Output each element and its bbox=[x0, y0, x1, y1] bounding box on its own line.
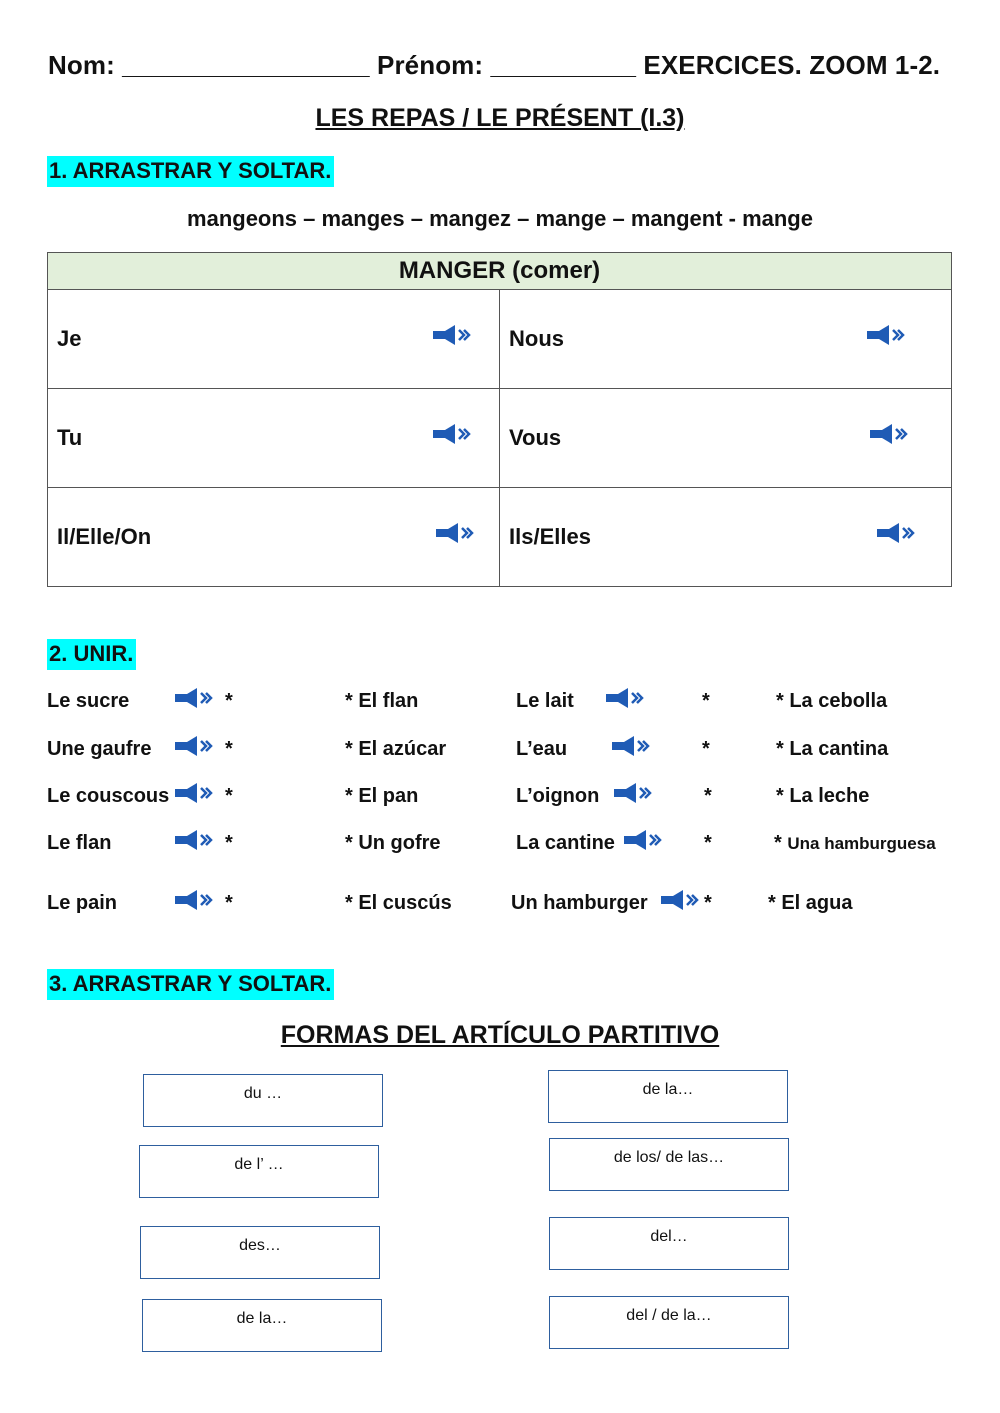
match-dot[interactable]: * bbox=[225, 738, 233, 760]
speaker-icon[interactable] bbox=[174, 782, 214, 804]
match-right-item[interactable]: * La cebolla bbox=[776, 690, 888, 712]
pronoun-label: Nous bbox=[509, 326, 564, 351]
speaker-icon[interactable] bbox=[174, 735, 214, 757]
match-dot: * bbox=[774, 832, 782, 854]
speaker-icon[interactable] bbox=[432, 423, 472, 445]
speaker-icon[interactable] bbox=[174, 889, 214, 911]
match-left-item: Une gaufre bbox=[47, 738, 152, 760]
match-dot[interactable]: * bbox=[225, 892, 233, 914]
drop-box-label: des… bbox=[239, 1237, 281, 1254]
drop-box-label: de la… bbox=[236, 1310, 288, 1327]
speaker-icon[interactable] bbox=[660, 889, 700, 911]
match-left-item: Le flan bbox=[47, 832, 112, 854]
section-2-label: 2. UNIR. bbox=[47, 639, 136, 670]
drop-cell-nous[interactable] bbox=[500, 290, 952, 389]
speaker-icon[interactable] bbox=[611, 735, 651, 757]
match-left-item: L’eau bbox=[516, 738, 568, 760]
drop-box[interactable] bbox=[548, 1070, 788, 1123]
drop-box[interactable] bbox=[143, 1074, 383, 1127]
speaker-icon[interactable] bbox=[435, 522, 475, 544]
page-title: LES REPAS / LE PRÉSENT (I.3) bbox=[315, 104, 685, 132]
pronoun-label: Je bbox=[57, 326, 82, 351]
match-left-item: Un hamburger bbox=[511, 892, 648, 914]
match-dot[interactable]: * bbox=[225, 785, 233, 807]
speaker-icon[interactable] bbox=[605, 687, 645, 709]
conjugation-table bbox=[47, 252, 952, 587]
match-right-item[interactable]: * Un gofre bbox=[345, 832, 441, 854]
match-left-item: Le couscous bbox=[47, 785, 170, 807]
section-3-label: 3. ARRASTRAR Y SOLTAR. bbox=[47, 969, 334, 1000]
match-right-item[interactable]: * El cuscús bbox=[345, 892, 452, 914]
match-right-label: Una hamburguesa bbox=[787, 834, 936, 853]
speaker-icon[interactable] bbox=[174, 829, 214, 851]
drop-cell-il[interactable] bbox=[48, 488, 500, 587]
drop-box[interactable] bbox=[140, 1226, 380, 1279]
table-heading: MANGER (comer) bbox=[48, 253, 952, 290]
drop-box-label: du … bbox=[243, 1085, 283, 1102]
match-right-item[interactable]: * El pan bbox=[345, 785, 419, 807]
drop-box-label: de l’ … bbox=[234, 1156, 284, 1173]
pronoun-label: Vous bbox=[509, 425, 562, 450]
drop-cell-ils[interactable] bbox=[500, 488, 952, 587]
match-left-item: La cantine bbox=[516, 832, 615, 854]
match-right-item[interactable] bbox=[774, 832, 936, 855]
match-dot[interactable]: * bbox=[704, 892, 712, 914]
match-right-item[interactable]: * El azúcar bbox=[345, 738, 447, 760]
match-dot[interactable]: * bbox=[702, 738, 710, 760]
match-dot[interactable]: * bbox=[704, 785, 712, 807]
drop-box-label: del / de la… bbox=[626, 1307, 712, 1324]
speaker-icon[interactable] bbox=[174, 687, 214, 709]
drop-box[interactable] bbox=[549, 1217, 789, 1270]
match-right-item[interactable]: * El flan bbox=[345, 690, 419, 712]
match-dot[interactable]: * bbox=[225, 832, 233, 854]
match-left-item: Le sucre bbox=[47, 690, 130, 712]
speaker-icon[interactable] bbox=[623, 829, 663, 851]
section-1-label: 1. ARRASTRAR Y SOLTAR. bbox=[47, 156, 334, 187]
header-line: Nom: _________________ Prénom: __________ EXERCICES. ZOOM 1-2. bbox=[48, 50, 941, 80]
drop-cell-vous[interactable] bbox=[500, 389, 952, 488]
speaker-icon[interactable] bbox=[869, 423, 909, 445]
pronoun-label: Il/Elle/On bbox=[57, 524, 152, 549]
drop-box[interactable] bbox=[142, 1299, 382, 1352]
drop-box-label: de la… bbox=[642, 1081, 694, 1098]
match-left-item: Le pain bbox=[47, 892, 118, 914]
match-dot[interactable]: * bbox=[704, 832, 712, 854]
drop-box[interactable] bbox=[549, 1138, 789, 1191]
speaker-icon[interactable] bbox=[432, 324, 472, 346]
match-right-item[interactable]: * La leche bbox=[776, 785, 870, 807]
match-left-item: L’oignon bbox=[516, 785, 600, 807]
pronoun-label: Ils/Elles bbox=[509, 524, 591, 549]
speaker-icon[interactable] bbox=[866, 324, 906, 346]
partitive-heading: FORMAS DEL ARTÍCULO PARTITIVO bbox=[280, 1021, 720, 1049]
match-right-item[interactable]: * El agua bbox=[768, 892, 853, 914]
match-left-item: Le lait bbox=[516, 690, 574, 712]
drop-cell-tu[interactable] bbox=[48, 389, 500, 488]
match-dot[interactable]: * bbox=[225, 690, 233, 712]
drop-box[interactable] bbox=[139, 1145, 379, 1198]
drop-box-label: del… bbox=[650, 1228, 688, 1245]
word-bank: mangeons – manges – mangez – mange – mangent - mange bbox=[187, 206, 813, 231]
speaker-icon[interactable] bbox=[876, 522, 916, 544]
drop-box[interactable] bbox=[549, 1296, 789, 1349]
match-dot[interactable]: * bbox=[702, 690, 710, 712]
speaker-icon[interactable] bbox=[613, 782, 653, 804]
pronoun-label: Tu bbox=[57, 425, 83, 450]
drop-cell-je[interactable] bbox=[48, 290, 500, 389]
match-right-item[interactable]: * La cantina bbox=[776, 738, 889, 760]
drop-box-label: de los/ de las… bbox=[613, 1149, 725, 1166]
